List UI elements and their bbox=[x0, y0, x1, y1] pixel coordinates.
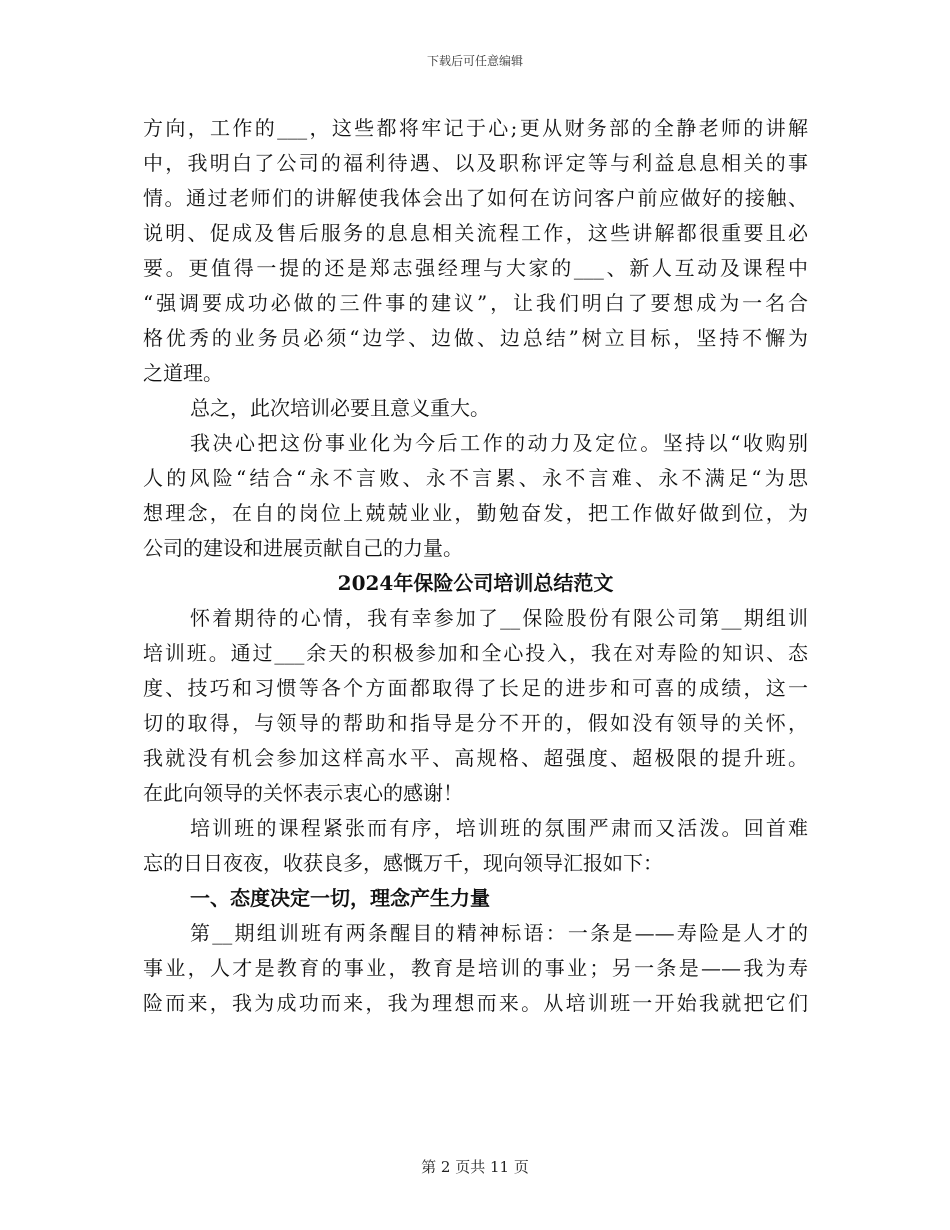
text-line: 我就没有机会参加这样高水平、高规格、超强度、超极限的提升班。 bbox=[143, 746, 808, 770]
text-line: 忘的日日夜夜，收获良多，感慨万千，现向领导汇报如下： bbox=[143, 851, 663, 875]
text-line: 险而来，我为成功而来，我为理想而来。从培训班一开始我就把它们 bbox=[143, 991, 808, 1015]
subheading: 一、态度决定一切，理念产生力量 bbox=[190, 886, 490, 910]
text-line: 情。通过老师们的讲解使我体会出了如何在访问客户前应做好的接触、 bbox=[143, 186, 808, 210]
text-line: 培训班。通过___余天的积极参加和全心投入，我在对寿险的知识、态 bbox=[143, 641, 808, 665]
page-footer: 第 2 页共 11 页 bbox=[421, 1158, 529, 1176]
page-header: 下载后可任意编辑 bbox=[426, 54, 523, 68]
text-line: 人的风险“结合“永不言败、永不言累、永不言难、永不满足“为思 bbox=[143, 466, 808, 490]
paragraph-line: 怀着期待的心情，我有幸参加了__保险股份有限公司第__期组训 bbox=[190, 606, 808, 630]
document-body bbox=[143, 111, 808, 1021]
paragraph-line: 总之，此次培训必要且意义重大。 bbox=[190, 396, 490, 420]
text-line: 事业，人才是教育的事业，教育是培训的事业；另一条是——我为寿 bbox=[143, 956, 808, 980]
text-line: 说明、促成及售后服务的息息相关流程工作，这些讲解都很重要且必 bbox=[143, 221, 808, 245]
text-line: 想理念，在自的岗位上兢兢业业，勤勉奋发，把工作做好做到位，为 bbox=[143, 501, 808, 525]
text-line: 在此向领导的关怀表示衷心的感谢！ bbox=[143, 781, 463, 805]
text-line: 度、技巧和习惯等各个方面都取得了长足的进步和可喜的成绩，这一 bbox=[143, 676, 808, 700]
text-line: 之道理。 bbox=[143, 361, 223, 385]
section-title: 2024年保险公司培训总结范文 bbox=[337, 571, 614, 595]
paragraph-line: 第__期组训班有两条醒目的精神标语：一条是——寿险是人才的 bbox=[190, 921, 808, 945]
text-line: 中，我明白了公司的福利待遇、以及职称评定等与利益息息相关的事 bbox=[143, 151, 808, 175]
text-line: “强调要成功必做的三件事的建议”，让我们明白了要想成为一名合 bbox=[143, 291, 808, 315]
text-line: 格优秀的业务员必须“边学、边做、边总结”树立目标，坚持不懈为 bbox=[143, 326, 808, 350]
text-line: 公司的建设和进展贡献自己的力量。 bbox=[143, 536, 463, 560]
text-line: 方向，工作的___，这些都将牢记于心;更从财务部的全静老师的讲解 bbox=[143, 116, 808, 140]
paragraph-line: 我决心把这份事业化为今后工作的动力及定位。坚持以“收购别 bbox=[190, 431, 808, 455]
text-line: 切的取得，与领导的帮助和指导是分不开的，假如没有领导的关怀， bbox=[143, 711, 808, 735]
text-line: 要。更值得一提的还是郑志强经理与大家的___、新人互动及课程中 bbox=[143, 256, 808, 280]
paragraph-line: 培训班的课程紧张而有序，培训班的氛围严肃而又活泼。回首难 bbox=[190, 816, 808, 840]
